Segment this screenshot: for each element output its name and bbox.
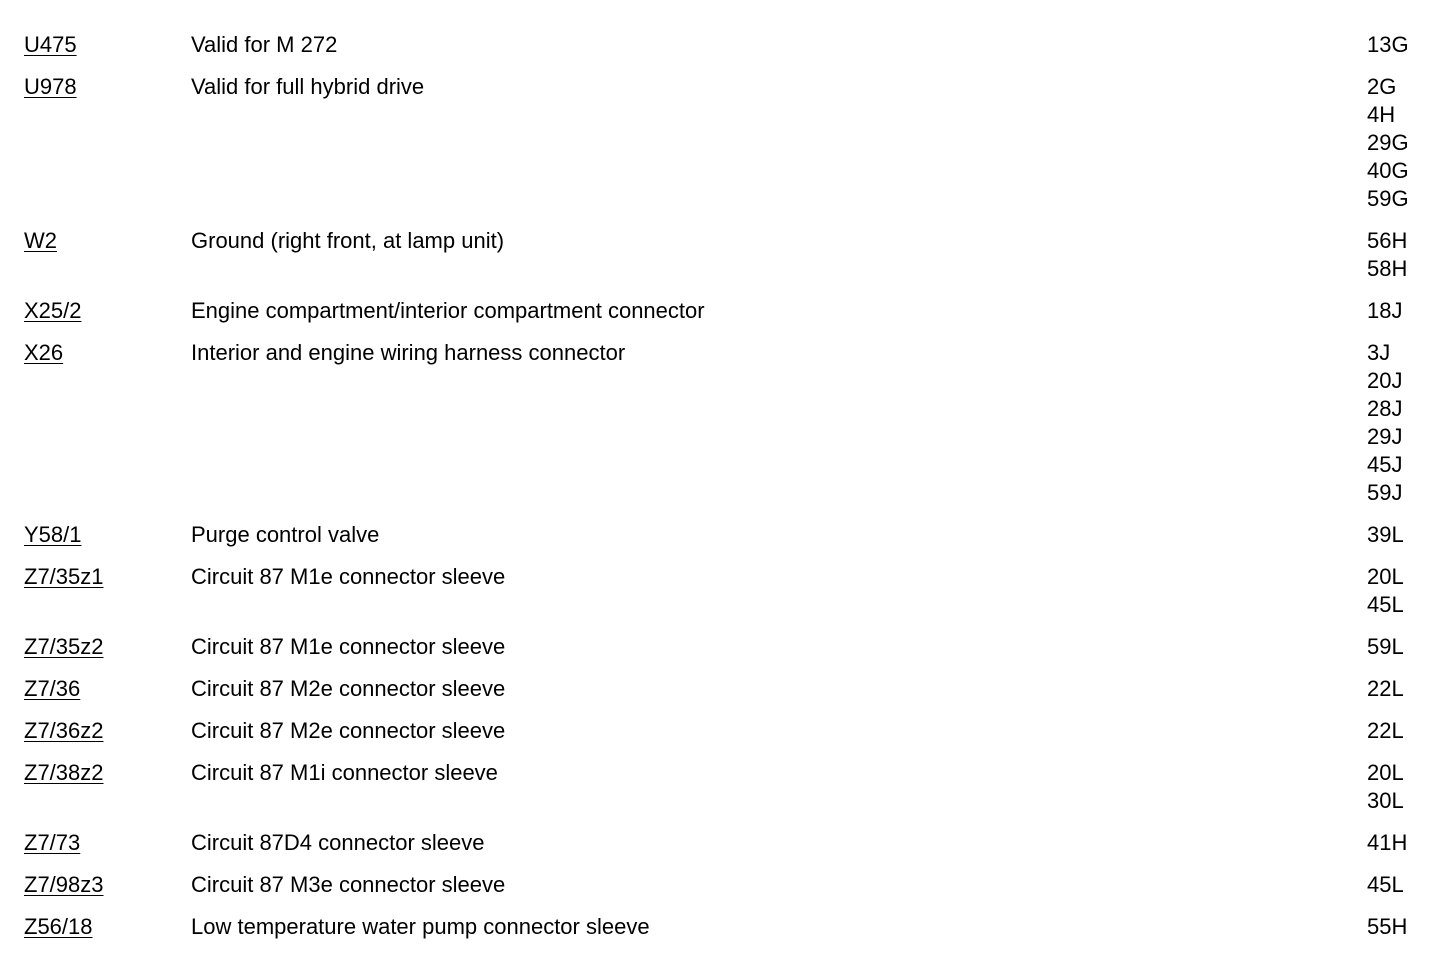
- component-code-link[interactable]: Z7/36: [24, 676, 81, 701]
- grid-location: 2G: [1367, 74, 1397, 99]
- grid-locations: [1367, 521, 1404, 549]
- legend-row: [0, 521, 1456, 563]
- grid-location: 20J: [1367, 368, 1403, 393]
- grid-locations: [1367, 297, 1402, 325]
- legend-row: [0, 73, 1456, 227]
- grid-location: 18J: [1367, 298, 1403, 323]
- component-description: Circuit 87 M1e connector sleeve: [191, 564, 506, 589]
- component-code-link[interactable]: Z7/36z2: [24, 718, 104, 743]
- grid-locations: [1367, 675, 1404, 703]
- grid-locations: [1367, 633, 1404, 661]
- component-code-link[interactable]: Z7/98z3: [24, 872, 104, 897]
- grid-location: 39L: [1367, 522, 1404, 547]
- component-description: Circuit 87 M1e connector sleeve: [191, 634, 506, 659]
- component-description: Circuit 87 M1i connector sleeve: [191, 760, 498, 785]
- grid-location: 29G: [1367, 130, 1409, 155]
- component-description: Ground (right front, at lamp unit): [191, 228, 505, 253]
- component-code-link[interactable]: Z7/73: [24, 830, 81, 855]
- grid-locations: [1367, 563, 1404, 619]
- legend-row: [0, 871, 1456, 913]
- grid-locations: [1367, 31, 1409, 59]
- legend-row: [0, 297, 1456, 339]
- legend-row: [0, 759, 1456, 829]
- component-description: Circuit 87 M2e connector sleeve: [191, 676, 506, 701]
- grid-location: 20L: [1367, 760, 1404, 785]
- component-description: Valid for M 272: [191, 32, 338, 57]
- component-code-link[interactable]: Z7/38z2: [24, 760, 104, 785]
- legend-row: [0, 31, 1456, 73]
- legend-row: [0, 563, 1456, 633]
- grid-location: 55H: [1367, 914, 1408, 939]
- component-legend-table: [0, 31, 1456, 955]
- component-code-link[interactable]: Z56/18: [24, 914, 93, 939]
- component-description: Valid for full hybrid drive: [191, 74, 425, 99]
- legend-row: [0, 339, 1456, 521]
- component-code-link[interactable]: X25/2: [24, 298, 82, 323]
- legend-row: [0, 717, 1456, 759]
- grid-location: 20L: [1367, 564, 1404, 589]
- component-description: Purge control valve: [191, 522, 380, 547]
- component-description: Circuit 87 M3e connector sleeve: [191, 872, 506, 897]
- legend-row: [0, 633, 1456, 675]
- legend-row: [0, 675, 1456, 717]
- grid-location: 4H: [1367, 102, 1396, 127]
- grid-location: 29J: [1367, 424, 1403, 449]
- grid-location: 28J: [1367, 396, 1403, 421]
- grid-location: 40G: [1367, 158, 1409, 183]
- grid-location: 56H: [1367, 228, 1408, 253]
- grid-location: 58H: [1367, 256, 1408, 281]
- grid-location: 22L: [1367, 718, 1404, 743]
- component-code-link[interactable]: W2: [24, 228, 57, 253]
- component-code-link[interactable]: U978: [24, 74, 77, 99]
- legend-row: [0, 829, 1456, 871]
- grid-location: 41H: [1367, 830, 1408, 855]
- grid-locations: [1367, 339, 1402, 507]
- grid-locations: [1367, 227, 1407, 283]
- legend-row: [0, 913, 1456, 955]
- grid-location: 3J: [1367, 340, 1391, 365]
- grid-location: 59J: [1367, 480, 1403, 505]
- component-code-link[interactable]: Z7/35z2: [24, 634, 104, 659]
- component-description: Circuit 87D4 connector sleeve: [191, 830, 485, 855]
- grid-locations: [1367, 759, 1404, 815]
- grid-locations: [1367, 829, 1407, 857]
- component-description: Circuit 87 M2e connector sleeve: [191, 718, 506, 743]
- component-code-link[interactable]: Y58/1: [24, 522, 82, 547]
- component-code-link[interactable]: Z7/35z1: [24, 564, 104, 589]
- grid-location: 59G: [1367, 186, 1409, 211]
- grid-location: 30L: [1367, 788, 1404, 813]
- grid-location: 22L: [1367, 676, 1404, 701]
- grid-location: 45L: [1367, 872, 1404, 897]
- grid-locations: [1367, 717, 1404, 745]
- grid-location: 45L: [1367, 592, 1404, 617]
- component-code-link[interactable]: U475: [24, 32, 77, 57]
- component-description: Low temperature water pump connector sleeve: [191, 914, 650, 939]
- grid-locations: [1367, 913, 1407, 941]
- grid-location: 45J: [1367, 452, 1403, 477]
- grid-location: 59L: [1367, 634, 1404, 659]
- grid-locations: [1367, 871, 1404, 899]
- component-description: Interior and engine wiring harness connector: [191, 340, 626, 365]
- component-description: Engine compartment/interior compartment connector: [191, 298, 705, 323]
- grid-location: 13G: [1367, 32, 1409, 57]
- grid-locations: [1367, 73, 1409, 213]
- legend-row: [0, 227, 1456, 297]
- component-code-link[interactable]: X26: [24, 340, 64, 365]
